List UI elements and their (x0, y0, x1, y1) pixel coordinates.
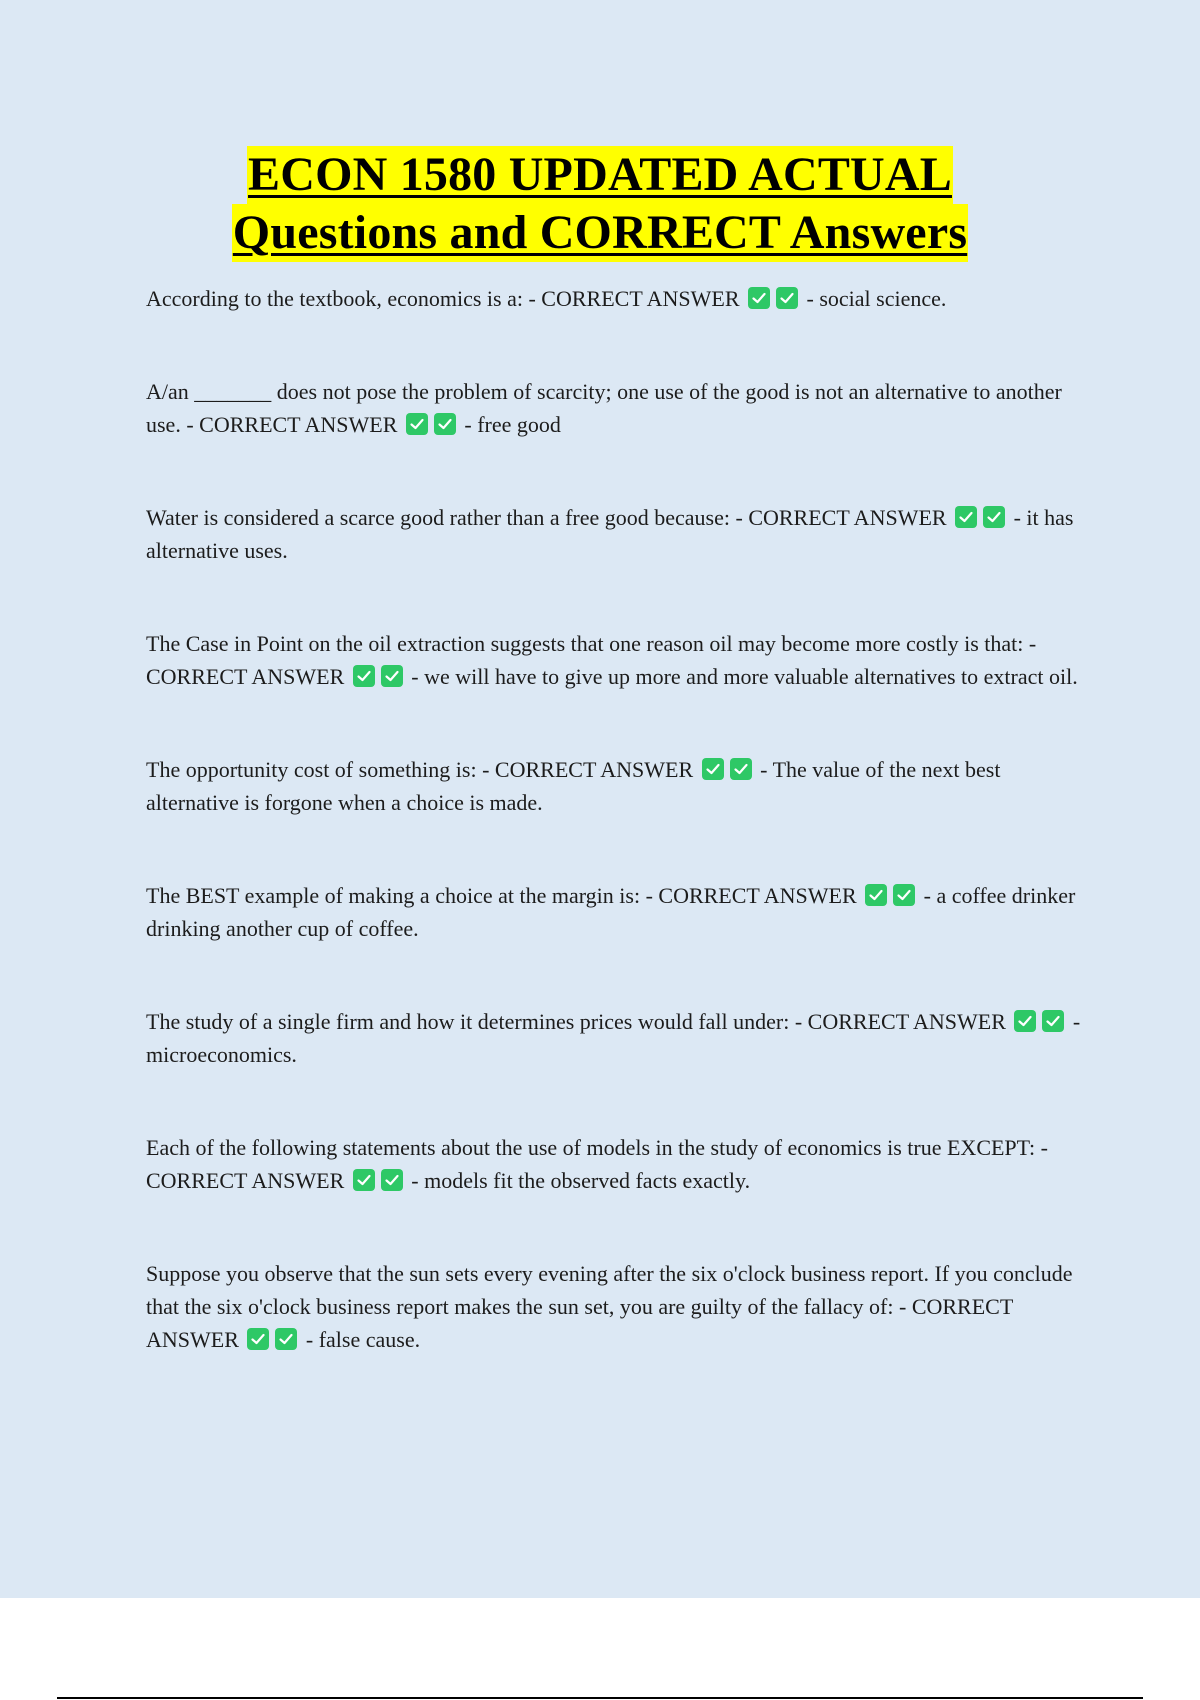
check-mark-icon (776, 287, 798, 309)
answer-text: - microeconomics. (146, 1009, 1081, 1067)
qa-list (146, 282, 1096, 1356)
check-mark-icon (406, 413, 428, 435)
qa-item-1 (146, 282, 1096, 315)
check-mark-icon (1042, 1010, 1064, 1032)
check-mark-icon (353, 665, 375, 687)
answer-text: - false cause. (305, 1327, 421, 1352)
question-text: Each of the following statements about the use of models in the study of economics is true EXCEPT: (146, 1135, 1036, 1160)
question-text: Water is considered a scarce good rather than a free good because: (146, 505, 730, 530)
answer-text: - a coffee drinker drinking another cup of coffee. (146, 883, 1076, 941)
answer-marker: - CORRECT ANSWER (482, 757, 694, 782)
title-line-1: ECON 1580 UPDATED ACTUAL (247, 146, 953, 204)
answer-marker: - CORRECT ANSWER (146, 1294, 1013, 1352)
check-mark-icon (353, 1169, 375, 1191)
title-line-2: Questions and CORRECT Answers (232, 204, 968, 262)
question-text: The study of a single firm and how it determines prices would fall under: (146, 1009, 790, 1034)
question-text: Suppose you observe that the sun sets every evening after the six o'clock business report. If you conclude that the six o'clock business report makes the sun set, you are guilty of the fallacy of: (146, 1261, 1073, 1319)
check-mark-icon (983, 506, 1005, 528)
check-mark-icon (275, 1328, 297, 1350)
answer-marker: - CORRECT ANSWER (735, 505, 947, 530)
check-mark-icon (1014, 1010, 1036, 1032)
qa-item-3 (146, 501, 1096, 567)
check-mark-icon (381, 665, 403, 687)
answer-marker: - CORRECT ANSWER (794, 1009, 1006, 1034)
qa-item-2 (146, 375, 1096, 441)
footer-divider (57, 1697, 1143, 1699)
check-mark-icon (748, 287, 770, 309)
question-text: The BEST example of making a choice at the margin is: (146, 883, 641, 908)
check-mark-icon (702, 758, 724, 780)
answer-text: - models fit the observed facts exactly. (411, 1168, 751, 1193)
qa-item-5 (146, 753, 1096, 819)
qa-item-9 (146, 1257, 1096, 1356)
check-mark-icon (434, 413, 456, 435)
answer-text: - free good (464, 412, 561, 437)
answer-text: - it has alternative uses. (146, 505, 1074, 563)
qa-item-4 (146, 627, 1096, 693)
check-mark-icon (893, 884, 915, 906)
check-mark-icon (955, 506, 977, 528)
check-mark-icon (865, 884, 887, 906)
qa-item-6 (146, 879, 1096, 945)
answer-marker: - CORRECT ANSWER (645, 883, 857, 908)
check-mark-icon (730, 758, 752, 780)
question-text: The opportunity cost of something is: (146, 757, 477, 782)
qa-item-8 (146, 1131, 1096, 1197)
check-mark-icon (247, 1328, 269, 1350)
question-text: A/an _______ does not pose the problem of scarcity; one use of the good is not an alternative to another use. (146, 379, 1062, 437)
answer-text: - The value of the next best alternative is forgone when a choice is made. (146, 757, 1001, 815)
question-text: The Case in Point on the oil extraction suggests that one reason oil may become more costly is that: (146, 631, 1024, 656)
qa-item-7 (146, 1005, 1096, 1071)
answer-marker: - CORRECT ANSWER (186, 412, 398, 437)
answer-text: - social science. (806, 286, 947, 311)
check-mark-icon (381, 1169, 403, 1191)
document-title (0, 146, 1200, 262)
answer-marker: - CORRECT ANSWER (528, 286, 740, 311)
answer-marker: - CORRECT ANSWER (146, 1135, 1048, 1193)
answer-marker: - CORRECT ANSWER (146, 631, 1037, 689)
answer-text: - we will have to give up more and more valuable alternatives to extract oil. (411, 664, 1078, 689)
question-text: According to the textbook, economics is a: (146, 286, 523, 311)
